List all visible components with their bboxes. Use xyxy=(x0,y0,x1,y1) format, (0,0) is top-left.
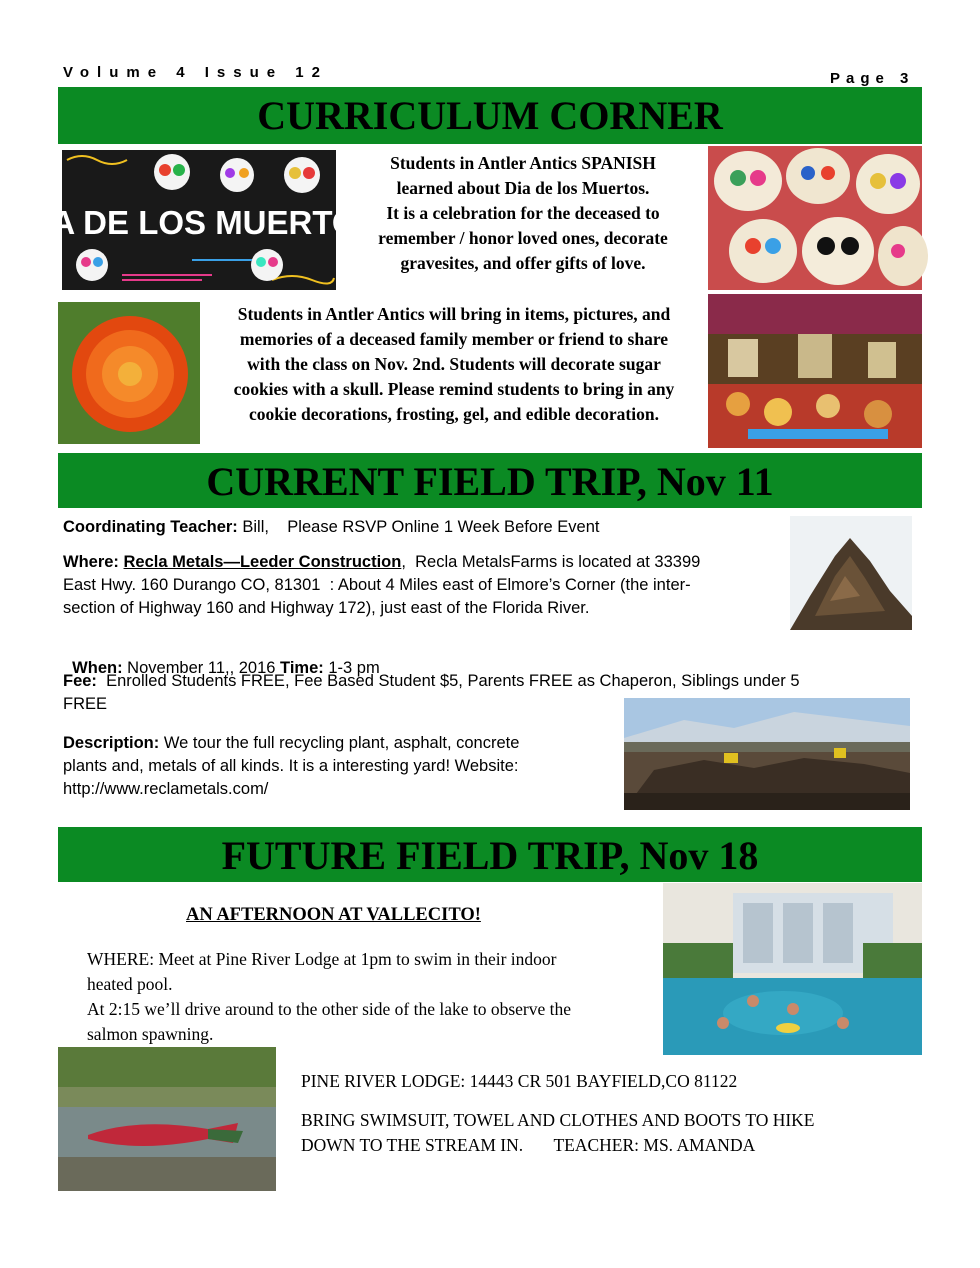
where-line: , Recla MetalsFarms is located at 33399 xyxy=(401,553,701,571)
antics-line: with the class on Nov. 2nd. Students will decorate sugar xyxy=(247,354,661,374)
future-line: heated pool. xyxy=(87,974,173,994)
current-trip-banner: CURRENT FIELD TRIP, Nov 11 xyxy=(58,453,922,508)
where-line: section of Highway 160 and Highway 172), just east of the Florida River. xyxy=(63,599,590,617)
future-line: WHERE: Meet at Pine River Lodge at 1pm to swim in their indoor xyxy=(87,949,557,969)
bring-line: BRING SWIMSUIT, TOWEL AND CLOTHES AND BOOTS TO HIKE xyxy=(301,1110,815,1130)
description-label: Description: xyxy=(63,734,164,752)
bring-items-paragraph xyxy=(301,1108,921,1158)
antler-antics-paragraph xyxy=(204,302,704,427)
spanish-line: Students in Antler Antics SPANISH xyxy=(390,153,656,173)
description-line: plants and, metals of all kinds. It is a interesting yard! Website: xyxy=(63,757,519,775)
spanish-line: gravesites, and offer gifts of love. xyxy=(400,253,646,273)
spanish-line: remember / honor loved ones, decorate xyxy=(378,228,668,248)
volume-issue: Volume 4 Issue 12 xyxy=(63,64,328,81)
altar-offerings-photo xyxy=(708,294,922,448)
antics-line: cookie decorations, frosting, gel, and edible decoration. xyxy=(249,404,659,424)
sugar-skull-cookies-photo xyxy=(708,146,922,290)
description-block xyxy=(63,732,623,801)
spawning-salmon-photo xyxy=(58,1047,276,1191)
time-value: 1-3 pm xyxy=(328,659,380,677)
dia-de-los-muertos-graphic xyxy=(18,150,380,290)
where-block xyxy=(63,551,793,620)
description-line: We tour the full recycling plant, asphalt, concrete xyxy=(163,734,520,752)
teacher-value: Bill, Please RSVP Online 1 Week Before Event xyxy=(237,518,600,536)
antics-line: memories of a deceased family member or friend to share xyxy=(239,329,669,349)
website-link[interactable]: http://www.reclametals.com/ xyxy=(63,780,269,798)
recla-metals-link[interactable]: Recla Metals—Leeder Construction xyxy=(123,553,402,571)
antics-line: cookies with a skull. Please remind students to bring in any xyxy=(233,379,675,399)
future-trip-banner: FUTURE FIELD TRIP, Nov 18 xyxy=(58,827,922,882)
page-number: Page 3 xyxy=(830,70,915,87)
fee-line: FREE xyxy=(63,695,108,713)
future-line: salmon spawning. xyxy=(87,1024,214,1044)
where-label: Where: xyxy=(63,553,124,571)
antics-line: Students in Antler Antics will bring in items, pictures, and xyxy=(237,304,671,324)
recycling-yard-photo xyxy=(624,698,910,810)
vallecito-subtitle: AN AFTERNOON AT VALLECITO! xyxy=(186,905,481,925)
spanish-line: learned about Dia de los Muertos. xyxy=(396,178,650,198)
time-label: Time: xyxy=(280,659,329,677)
fee-line: Enrolled Students FREE, Fee Based Student $5, Parents FREE as Chaperon, Siblings under 5 xyxy=(101,672,800,690)
spanish-line: It is a celebration for the deceased to xyxy=(386,203,660,223)
where-swim-paragraph xyxy=(87,947,647,1047)
marigold-flower-photo xyxy=(58,302,200,444)
indoor-pool-photo xyxy=(663,883,922,1055)
bring-line: DOWN TO THE STREAM IN. TEACHER: MS. AMANDA xyxy=(301,1135,756,1155)
where-line: East Hwy. 160 Durango CO, 81301 : About 4 Miles east of Elmore’s Corner (the inter- xyxy=(63,576,691,594)
future-line: At 2:15 we’ll drive around to the other side of the lake to observe the xyxy=(87,999,572,1019)
when-value: November 11,, 2016 xyxy=(127,659,281,677)
scrap-metal-pile-photo xyxy=(790,516,912,630)
fee-label: Fee: xyxy=(63,672,102,690)
teacher-label: Coordinating Teacher: xyxy=(63,518,238,536)
curriculum-banner: CURRICULUM CORNER xyxy=(58,87,922,144)
pine-river-address: PINE RIVER LODGE: 14443 CR 501 BAYFIELD,CO 81122 xyxy=(301,1071,738,1091)
when-label: When: xyxy=(72,659,128,677)
coordinating-teacher-line xyxy=(63,516,783,539)
dia-graphic-text: DIA DE LOS MUERTOS xyxy=(18,204,380,241)
spanish-paragraph xyxy=(342,151,704,276)
